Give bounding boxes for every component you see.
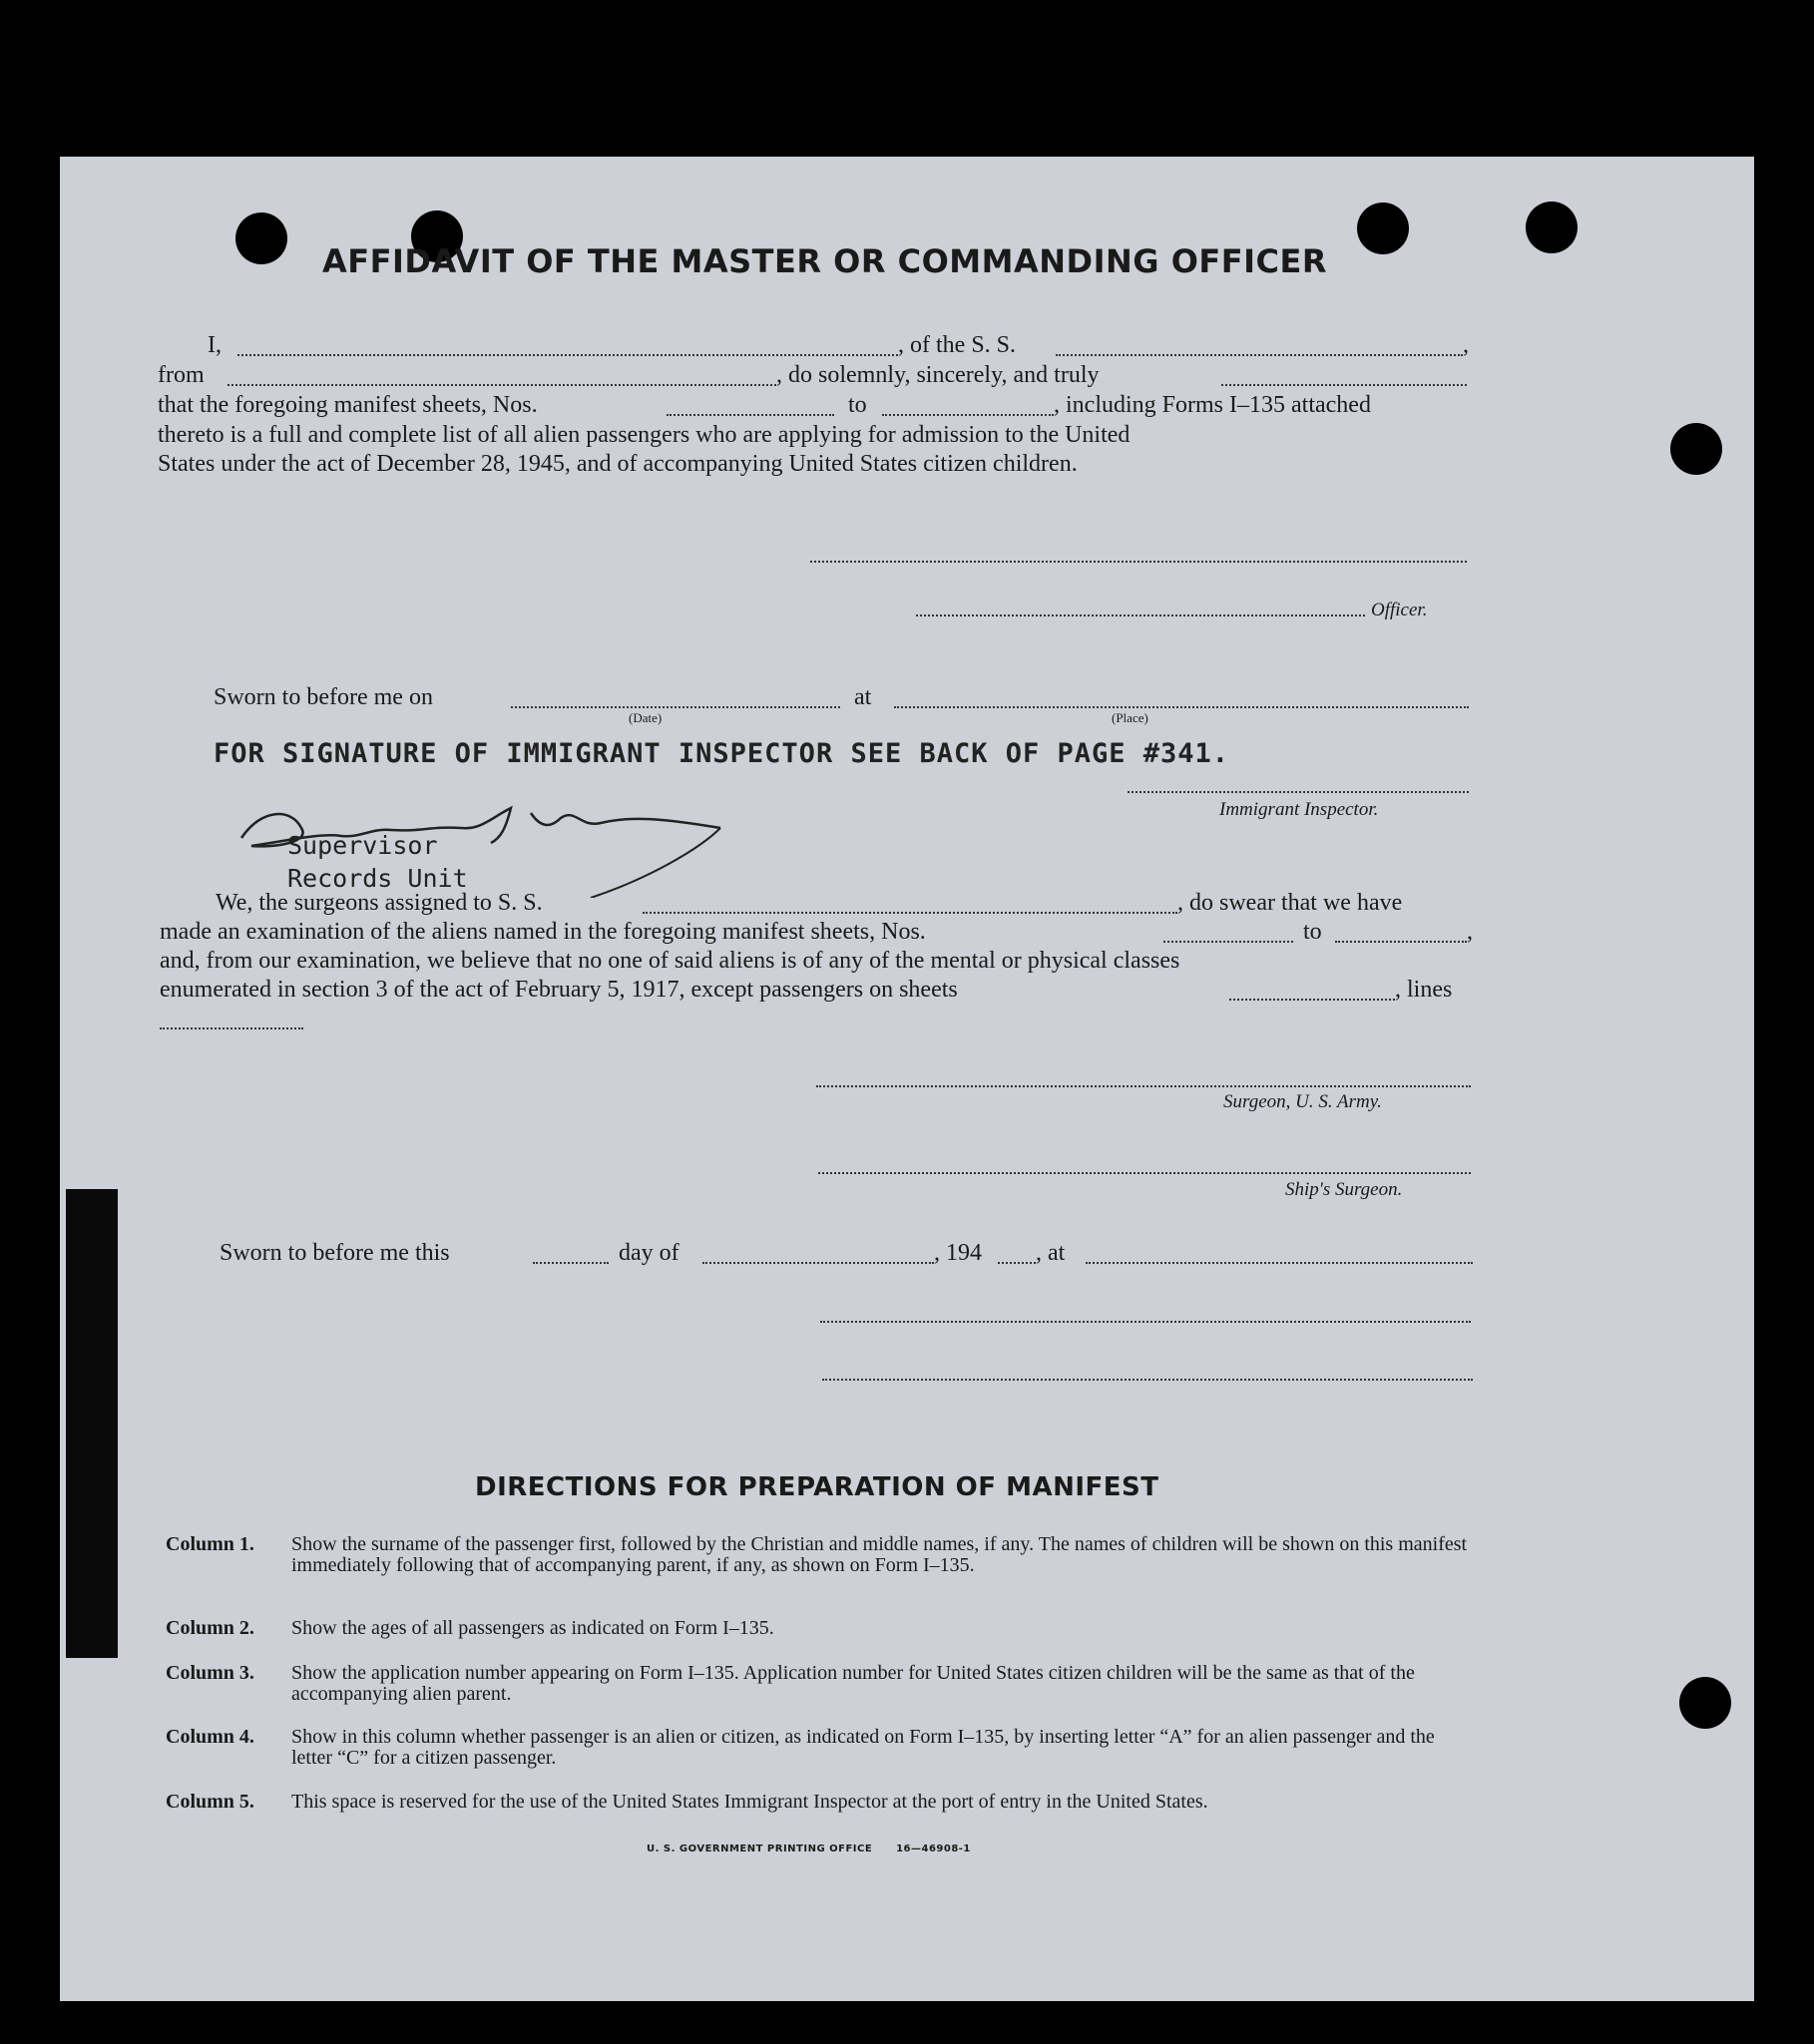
surgeons-sheet-from-field[interactable] bbox=[1163, 941, 1293, 943]
sworn2-day-of: day of bbox=[619, 1240, 680, 1266]
officer-title-line[interactable] bbox=[916, 614, 1365, 616]
officer-signature-line[interactable] bbox=[810, 561, 1467, 563]
inspector-label: Immigrant Inspector. bbox=[1219, 799, 1379, 820]
sworn2-title-line[interactable] bbox=[822, 1379, 1473, 1381]
place-caption: (Place) bbox=[1112, 710, 1148, 725]
sworn2-signature-line[interactable] bbox=[820, 1321, 1471, 1323]
affidavit-line1-end: , bbox=[1463, 332, 1469, 358]
column-1-text: Show the surname of the passenger first, followed by the Christian and middle names, if any. The names of children will be shown on this manifest immediately following that of accompanying parent, if any, as shown on Form I–135. bbox=[291, 1533, 1468, 1576]
sworn2-at: , at bbox=[1036, 1240, 1066, 1266]
column-5-label: Column 5. bbox=[166, 1791, 254, 1813]
signature-title-line2: Records Unit bbox=[287, 864, 468, 893]
sworn2-month-field[interactable] bbox=[702, 1262, 934, 1264]
punch-hole bbox=[1526, 202, 1578, 253]
sheet-to-field[interactable] bbox=[882, 414, 1054, 416]
affidavit-line3-start: that the foregoing manifest sheets, Nos. bbox=[158, 392, 538, 418]
sworn1-at: at bbox=[854, 684, 872, 710]
surgeons-line1-end: , do swear that we have bbox=[1177, 890, 1403, 916]
surgeons-ship-field[interactable] bbox=[643, 912, 1177, 914]
printing-office-footer: U. S. GOVERNMENT PRINTING OFFICE 16—46908-1 bbox=[647, 1843, 971, 1854]
typed-note: FOR SIGNATURE OF IMMIGRANT INSPECTOR SEE BACK OF PAGE #341. bbox=[214, 738, 1230, 769]
surgeons-sheet-to-field[interactable] bbox=[1335, 941, 1467, 943]
punch-hole bbox=[1679, 1677, 1731, 1729]
sworn2-year: , 194 bbox=[934, 1240, 982, 1266]
sworn2-start: Sworn to before me this bbox=[220, 1240, 450, 1266]
torn-edge bbox=[66, 1189, 118, 1658]
date-caption: (Date) bbox=[629, 710, 663, 725]
column-3-text: Show the application number appearing on Form I–135. Application number for United States citizen children will be the same as that of the accompanying alien parent. bbox=[291, 1662, 1415, 1705]
surgeons-line1-start: We, the surgeons assigned to S. S. bbox=[216, 890, 543, 916]
army-surgeon-label: Surgeon, U. S. Army. bbox=[1223, 1091, 1382, 1112]
officer-label: Officer. bbox=[1371, 600, 1428, 620]
sworn2-year-field[interactable] bbox=[998, 1262, 1036, 1264]
surgeons-line4-end: , lines bbox=[1395, 977, 1453, 1003]
ship-surgeon-signature-line[interactable] bbox=[818, 1172, 1471, 1174]
from-port-field[interactable] bbox=[227, 384, 776, 386]
affidavit-title: AFFIDAVIT OF THE MASTER OR COMMANDING OFFICER bbox=[322, 242, 1327, 280]
sworn2-day-field[interactable] bbox=[533, 1262, 609, 1264]
column-1-label: Column 1. bbox=[166, 1533, 254, 1555]
master-name-field[interactable] bbox=[237, 354, 898, 356]
sheet-from-field[interactable] bbox=[667, 414, 834, 416]
except-lines-field[interactable] bbox=[160, 1027, 303, 1029]
inspector-signature-line[interactable] bbox=[1128, 791, 1469, 793]
sworn2-place-field[interactable] bbox=[1086, 1262, 1473, 1264]
punch-hole bbox=[1357, 203, 1409, 254]
affidavit-line1-mid: , of the S. S. bbox=[898, 332, 1017, 358]
army-surgeon-signature-line[interactable] bbox=[816, 1085, 1471, 1087]
affidavit-line2-start: from bbox=[158, 362, 205, 388]
sworn1-text: Sworn to before me on bbox=[214, 684, 433, 710]
surgeons-line3: and, from our examination, we believe that no one of said aliens is of any of the mental or physical classes bbox=[160, 948, 1180, 974]
column-2-text: Show the ages of all passengers as indicated on Form I–135. bbox=[291, 1617, 774, 1639]
signature-title-line1: Supervisor bbox=[287, 831, 438, 860]
column-4-label: Column 4. bbox=[166, 1726, 254, 1748]
surgeons-line4-start: enumerated in section 3 of the act of February 5, 1917, except passengers on sheets bbox=[160, 977, 958, 1003]
affidavit-line5: States under the act of December 28, 1945, and of accompanying United States citizen children. bbox=[158, 451, 1078, 477]
directions-title: DIRECTIONS FOR PREPARATION OF MANIFEST bbox=[475, 1472, 1159, 1502]
punch-hole bbox=[235, 212, 287, 264]
surgeons-line2-start: made an examination of the aliens named in the foregoing manifest sheets, Nos. bbox=[160, 919, 926, 945]
affidavit-line3-end: , including Forms I–135 attached bbox=[1054, 392, 1371, 418]
affidavit-line1-start: I, bbox=[208, 332, 222, 358]
column-3-label: Column 3. bbox=[166, 1662, 254, 1684]
affidavit-line3-to: to bbox=[848, 392, 867, 418]
affidavit-line4: thereto is a full and complete list of all alien passengers who are applying for admission to the United bbox=[158, 422, 1131, 448]
surgeons-line2-to: to bbox=[1303, 919, 1322, 945]
ship-surgeon-label: Ship's Surgeon. bbox=[1285, 1179, 1403, 1200]
punch-hole bbox=[1670, 423, 1722, 475]
affidavit-line2-blank[interactable] bbox=[1221, 384, 1467, 386]
column-2-label: Column 2. bbox=[166, 1617, 254, 1639]
affidavit-line2-mid: , do solemnly, sincerely, and truly bbox=[776, 362, 1100, 388]
column-5-text: This space is reserved for the use of the United States Immigrant Inspector at the port of entry in the United States. bbox=[291, 1791, 1208, 1813]
surgeons-line2-end: , bbox=[1467, 919, 1473, 945]
column-4-text: Show in this column whether passenger is an alien or citizen, as indicated on Form I–135, by inserting letter “A” for an alien passenger and the letter “C” for a citizen passenger. bbox=[291, 1726, 1435, 1769]
sworn-date-field[interactable] bbox=[511, 706, 840, 708]
ship-name-field[interactable] bbox=[1056, 354, 1463, 356]
except-sheets-field[interactable] bbox=[1229, 999, 1395, 1001]
sworn-place-field[interactable] bbox=[894, 706, 1469, 708]
